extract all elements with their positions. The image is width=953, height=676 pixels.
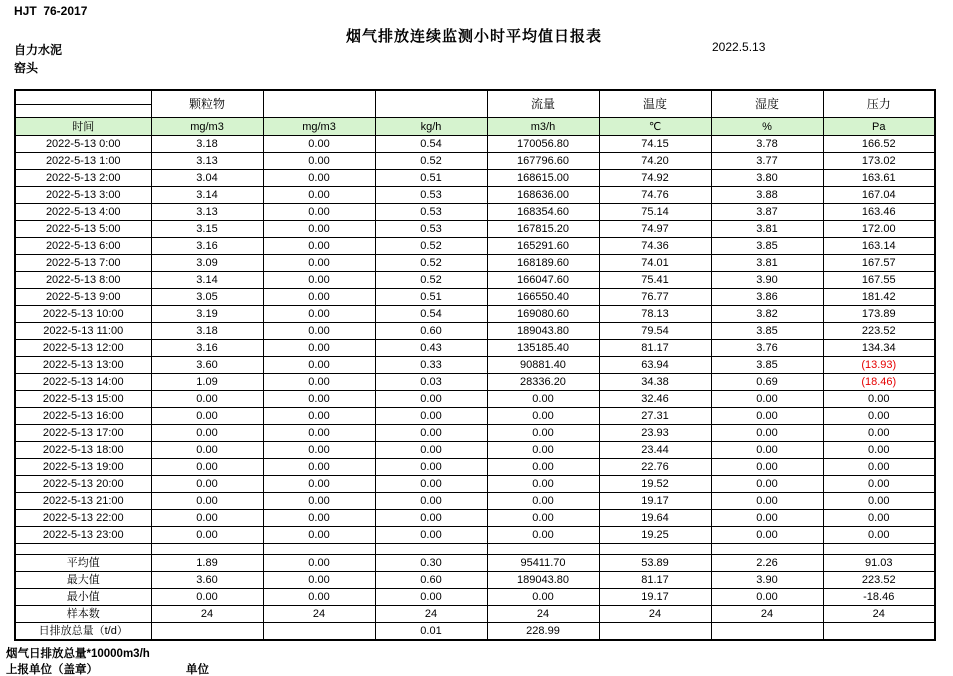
value-cell: 23.93 [599, 425, 711, 442]
table-row [15, 221, 935, 238]
time-cell: 2022-5-13 23:00 [15, 527, 151, 544]
value-cell: 3.90 [711, 272, 823, 289]
company-name: 自力水泥 [14, 43, 63, 57]
summary-row [15, 572, 935, 589]
value-cell: 74.01 [599, 255, 711, 272]
value-cell: 223.52 [823, 323, 935, 340]
value-cell: 0.00 [487, 391, 599, 408]
value-cell: 3.13 [151, 204, 263, 221]
value-cell: 19.64 [599, 510, 711, 527]
value-cell: 0.00 [263, 340, 375, 357]
value-cell: 0.00 [823, 493, 935, 510]
time-cell: 2022-5-13 4:00 [15, 204, 151, 221]
table-row [15, 391, 935, 408]
value-cell: 189043.80 [487, 323, 599, 340]
value-cell: 168615.00 [487, 170, 599, 187]
value-cell: 3.04 [151, 170, 263, 187]
unit-kgh: kg/h [375, 118, 487, 136]
value-cell: 76.77 [599, 289, 711, 306]
corner-cell-top [15, 90, 151, 105]
value-cell: 0.00 [263, 425, 375, 442]
footer-note: 烟气日排放总量*10000m3/h [6, 648, 150, 660]
value-cell: 3.19 [151, 306, 263, 323]
value-cell: 19.17 [599, 589, 711, 606]
value-cell: 53.89 [599, 555, 711, 572]
time-cell: 2022-5-13 7:00 [15, 255, 151, 272]
value-cell: 1.09 [151, 374, 263, 391]
value-cell: 166047.60 [487, 272, 599, 289]
value-cell: 0.00 [151, 425, 263, 442]
summary-rows [15, 555, 935, 641]
value-cell: 167.55 [823, 272, 935, 289]
value-cell: 75.41 [599, 272, 711, 289]
table-row [15, 374, 935, 391]
value-cell: 0.69 [711, 374, 823, 391]
value-cell: 0.00 [263, 187, 375, 204]
value-cell: 0.00 [711, 493, 823, 510]
value-cell: 3.81 [711, 221, 823, 238]
value-cell: 167.57 [823, 255, 935, 272]
value-cell: 3.85 [711, 323, 823, 340]
time-cell: 2022-5-13 19:00 [15, 459, 151, 476]
table-row [15, 527, 935, 544]
value-cell: 24 [263, 606, 375, 623]
value-cell: 3.14 [151, 272, 263, 289]
table-row [15, 425, 935, 442]
value-cell: 0.00 [263, 459, 375, 476]
value-cell: 19.17 [599, 493, 711, 510]
value-cell: 0.00 [711, 408, 823, 425]
time-cell: 2022-5-13 18:00 [15, 442, 151, 459]
value-cell: 163.46 [823, 204, 935, 221]
time-cell: 2022-5-13 15:00 [15, 391, 151, 408]
value-cell: 24 [599, 606, 711, 623]
value-cell: 0.00 [263, 357, 375, 374]
value-cell: 2.26 [711, 555, 823, 572]
value-cell: 0.00 [263, 493, 375, 510]
value-cell: 3.60 [151, 357, 263, 374]
table-row [15, 170, 935, 187]
value-cell: 79.54 [599, 323, 711, 340]
value-cell: 74.76 [599, 187, 711, 204]
unit-m3h: m3/h [487, 118, 599, 136]
value-cell: 0.00 [487, 510, 599, 527]
value-cell: 3.85 [711, 357, 823, 374]
value-cell: 173.89 [823, 306, 935, 323]
col-header-pressure: 压力 [823, 90, 935, 118]
value-cell: 0.52 [375, 238, 487, 255]
time-cell: 2022-5-13 2:00 [15, 170, 151, 187]
value-cell [151, 623, 263, 641]
value-cell: 0.53 [375, 204, 487, 221]
value-cell: 0.60 [375, 572, 487, 589]
value-cell: 0.54 [375, 306, 487, 323]
value-cell [599, 623, 711, 641]
value-cell: 0.00 [263, 255, 375, 272]
col-header-humidity: 湿度 [711, 90, 823, 118]
value-cell: 74.15 [599, 136, 711, 153]
table-row [15, 323, 935, 340]
value-cell: 0.00 [375, 425, 487, 442]
value-cell: 0.00 [487, 476, 599, 493]
value-cell: 168354.60 [487, 204, 599, 221]
value-cell: 0.00 [151, 442, 263, 459]
value-cell: 0.33 [375, 357, 487, 374]
value-cell: 0.00 [375, 493, 487, 510]
value-cell: 0.00 [263, 374, 375, 391]
table-row [15, 153, 935, 170]
value-cell: 3.14 [151, 187, 263, 204]
value-cell: 0.00 [823, 391, 935, 408]
value-cell: 0.00 [263, 289, 375, 306]
table-row [15, 238, 935, 255]
value-cell [263, 623, 375, 641]
value-cell: 0.00 [263, 170, 375, 187]
value-cell: 78.13 [599, 306, 711, 323]
value-cell: 0.00 [263, 589, 375, 606]
value-cell: 0.00 [711, 391, 823, 408]
value-cell: 1.89 [151, 555, 263, 572]
value-cell: 0.00 [151, 391, 263, 408]
unit-pa: Pa [823, 118, 935, 136]
value-cell: 0.00 [711, 476, 823, 493]
table-row [15, 340, 935, 357]
unit-mgm3-2: mg/m3 [263, 118, 375, 136]
unit-percent: % [711, 118, 823, 136]
value-cell: -18.46 [823, 589, 935, 606]
value-cell: 3.78 [711, 136, 823, 153]
value-cell: 167815.20 [487, 221, 599, 238]
value-cell: 135185.40 [487, 340, 599, 357]
time-cell: 2022-5-13 13:00 [15, 357, 151, 374]
value-cell: 0.00 [263, 153, 375, 170]
time-cell: 2022-5-13 5:00 [15, 221, 151, 238]
value-cell: 0.00 [487, 459, 599, 476]
group-header-row [15, 90, 935, 105]
value-cell: 167.04 [823, 187, 935, 204]
time-cell: 2022-5-13 6:00 [15, 238, 151, 255]
table-row [15, 442, 935, 459]
value-cell: 3.86 [711, 289, 823, 306]
summary-row [15, 606, 935, 623]
value-cell: 0.00 [263, 476, 375, 493]
value-cell: 0.00 [711, 459, 823, 476]
value-cell: 91.03 [823, 555, 935, 572]
value-cell: 81.17 [599, 340, 711, 357]
value-cell: 0.00 [263, 238, 375, 255]
col-header-blank-1 [263, 90, 375, 118]
unit-celsius: ℃ [599, 118, 711, 136]
value-cell: 0.30 [375, 555, 487, 572]
value-cell: 3.88 [711, 187, 823, 204]
value-cell: 0.00 [151, 510, 263, 527]
value-cell: (13.93) [823, 357, 935, 374]
value-cell: 0.43 [375, 340, 487, 357]
value-cell: 0.00 [711, 425, 823, 442]
unit-header-row [15, 118, 935, 136]
value-cell: 0.00 [487, 589, 599, 606]
value-cell: 3.18 [151, 323, 263, 340]
value-cell: 74.92 [599, 170, 711, 187]
unit-mgm3-1: mg/m3 [151, 118, 263, 136]
value-cell: 3.80 [711, 170, 823, 187]
report-table [14, 89, 936, 641]
value-cell: 3.81 [711, 255, 823, 272]
table-row [15, 255, 935, 272]
value-cell: 0.00 [263, 306, 375, 323]
summary-row [15, 589, 935, 606]
value-cell: 0.01 [375, 623, 487, 641]
value-cell: 0.52 [375, 153, 487, 170]
value-cell: 24 [375, 606, 487, 623]
value-cell: 0.00 [375, 391, 487, 408]
value-cell: 0.00 [263, 272, 375, 289]
value-cell: 74.20 [599, 153, 711, 170]
value-cell: 0.00 [711, 589, 823, 606]
doc-code: HJT 76-2017 [14, 4, 88, 18]
table-row [15, 306, 935, 323]
value-cell: 0.00 [151, 476, 263, 493]
col-header-dust: 颗粒物 [151, 90, 263, 118]
value-cell: 3.16 [151, 340, 263, 357]
value-cell [711, 623, 823, 641]
value-cell: 24 [151, 606, 263, 623]
value-cell: 0.00 [375, 527, 487, 544]
value-cell: 0.00 [823, 459, 935, 476]
corner-cell-bottom [15, 105, 151, 118]
table-row [15, 272, 935, 289]
value-cell: 0.00 [823, 408, 935, 425]
time-cell: 2022-5-13 16:00 [15, 408, 151, 425]
value-cell: 3.15 [151, 221, 263, 238]
value-cell: 0.00 [151, 589, 263, 606]
value-cell: 0.00 [823, 527, 935, 544]
col-header-flow: 流量 [487, 90, 599, 118]
value-cell: 0.00 [487, 493, 599, 510]
value-cell: 3.77 [711, 153, 823, 170]
value-cell: 0.00 [823, 476, 935, 493]
time-cell: 2022-5-13 14:00 [15, 374, 151, 391]
table-row [15, 476, 935, 493]
data-rows [15, 136, 935, 544]
table-row [15, 493, 935, 510]
time-cell: 2022-5-13 3:00 [15, 187, 151, 204]
value-cell: 170056.80 [487, 136, 599, 153]
table-row [15, 136, 935, 153]
value-cell: 134.34 [823, 340, 935, 357]
value-cell: 167796.60 [487, 153, 599, 170]
value-cell: 3.76 [711, 340, 823, 357]
time-cell: 2022-5-13 0:00 [15, 136, 151, 153]
row-label-cell: 最小值 [15, 589, 151, 606]
value-cell: 3.09 [151, 255, 263, 272]
value-cell: 63.94 [599, 357, 711, 374]
value-cell: 0.00 [375, 510, 487, 527]
value-cell: 0.00 [263, 510, 375, 527]
value-cell: 3.87 [711, 204, 823, 221]
value-cell: 24 [711, 606, 823, 623]
value-cell: 0.00 [375, 589, 487, 606]
value-cell: 0.00 [375, 408, 487, 425]
col-header-blank-2 [375, 90, 487, 118]
value-cell: 0.00 [151, 527, 263, 544]
value-cell: 181.42 [823, 289, 935, 306]
value-cell: 163.61 [823, 170, 935, 187]
time-header: 时间 [15, 118, 151, 136]
value-cell: 0.00 [487, 527, 599, 544]
report-date: 2022.5.13 [712, 40, 766, 54]
value-cell: 223.52 [823, 572, 935, 589]
time-cell: 2022-5-13 22:00 [15, 510, 151, 527]
time-cell: 2022-5-13 10:00 [15, 306, 151, 323]
value-cell: 3.90 [711, 572, 823, 589]
table-row [15, 187, 935, 204]
value-cell: 0.00 [823, 442, 935, 459]
value-cell: 173.02 [823, 153, 935, 170]
value-cell: 166.52 [823, 136, 935, 153]
value-cell: 0.53 [375, 187, 487, 204]
value-cell: 0.00 [263, 442, 375, 459]
value-cell: 75.14 [599, 204, 711, 221]
value-cell: 0.00 [487, 442, 599, 459]
value-cell: 0.00 [375, 442, 487, 459]
table-row [15, 510, 935, 527]
value-cell: 0.00 [487, 425, 599, 442]
value-cell: 166550.40 [487, 289, 599, 306]
time-cell: 2022-5-13 9:00 [15, 289, 151, 306]
value-cell: 24 [487, 606, 599, 623]
monitor-point: 窑头 [14, 61, 39, 75]
value-cell: 0.53 [375, 221, 487, 238]
value-cell: 34.38 [599, 374, 711, 391]
value-cell: 189043.80 [487, 572, 599, 589]
value-cell: 0.00 [263, 408, 375, 425]
time-cell: 2022-5-13 20:00 [15, 476, 151, 493]
value-cell: 0.00 [263, 221, 375, 238]
row-label-cell: 日排放总量（t/d） [15, 623, 151, 641]
table-row [15, 204, 935, 221]
value-cell: 0.00 [263, 136, 375, 153]
value-cell: 90881.40 [487, 357, 599, 374]
value-cell: 0.52 [375, 255, 487, 272]
value-cell: 28336.20 [487, 374, 599, 391]
value-cell: (18.46) [823, 374, 935, 391]
value-cell: 19.25 [599, 527, 711, 544]
value-cell: 172.00 [823, 221, 935, 238]
unit-label: 单位 [186, 664, 209, 676]
value-cell: 0.00 [263, 391, 375, 408]
value-cell: 3.18 [151, 136, 263, 153]
value-cell: 0.51 [375, 289, 487, 306]
value-cell: 19.52 [599, 476, 711, 493]
time-cell: 2022-5-13 21:00 [15, 493, 151, 510]
table-row [15, 459, 935, 476]
value-cell: 168189.60 [487, 255, 599, 272]
spacer-row [15, 544, 935, 555]
time-cell: 2022-5-13 8:00 [15, 272, 151, 289]
gap-section [15, 544, 935, 555]
col-header-temperature: 温度 [599, 90, 711, 118]
value-cell: 0.00 [711, 527, 823, 544]
row-label-cell: 最大值 [15, 572, 151, 589]
value-cell: 3.13 [151, 153, 263, 170]
value-cell: 0.00 [151, 459, 263, 476]
time-cell: 2022-5-13 12:00 [15, 340, 151, 357]
value-cell: 3.82 [711, 306, 823, 323]
value-cell: 0.00 [263, 572, 375, 589]
value-cell: 24 [823, 606, 935, 623]
value-cell: 0.00 [151, 493, 263, 510]
value-cell: 0.00 [375, 459, 487, 476]
value-cell: 3.85 [711, 238, 823, 255]
value-cell: 0.00 [823, 510, 935, 527]
value-cell: 0.03 [375, 374, 487, 391]
time-cell: 2022-5-13 11:00 [15, 323, 151, 340]
value-cell: 165291.60 [487, 238, 599, 255]
value-cell: 0.00 [487, 408, 599, 425]
summary-row [15, 623, 935, 641]
value-cell: 0.60 [375, 323, 487, 340]
value-cell: 0.52 [375, 272, 487, 289]
value-cell: 0.00 [263, 323, 375, 340]
value-cell: 22.76 [599, 459, 711, 476]
value-cell: 0.00 [263, 204, 375, 221]
value-cell: 74.97 [599, 221, 711, 238]
value-cell: 81.17 [599, 572, 711, 589]
table-row [15, 289, 935, 306]
table-row [15, 408, 935, 425]
value-cell: 0.51 [375, 170, 487, 187]
table-row [15, 357, 935, 374]
row-label-cell: 样本数 [15, 606, 151, 623]
value-cell: 169080.60 [487, 306, 599, 323]
value-cell: 95411.70 [487, 555, 599, 572]
value-cell: 27.31 [599, 408, 711, 425]
value-cell: 0.00 [711, 510, 823, 527]
table-header [15, 90, 935, 136]
value-cell: 0.00 [151, 408, 263, 425]
value-cell: 228.99 [487, 623, 599, 641]
row-label-cell: 平均值 [15, 555, 151, 572]
value-cell: 3.05 [151, 289, 263, 306]
value-cell: 0.00 [823, 425, 935, 442]
time-cell: 2022-5-13 17:00 [15, 425, 151, 442]
value-cell: 0.00 [375, 476, 487, 493]
value-cell: 0.00 [263, 555, 375, 572]
value-cell: 74.36 [599, 238, 711, 255]
page-title: 烟气排放连续监测小时平均值日报表 [345, 28, 602, 45]
value-cell: 3.16 [151, 238, 263, 255]
reporting-unit-label: 上报单位（盖章） [6, 664, 98, 676]
value-cell: 23.44 [599, 442, 711, 459]
summary-row [15, 555, 935, 572]
value-cell: 32.46 [599, 391, 711, 408]
time-cell: 2022-5-13 1:00 [15, 153, 151, 170]
value-cell: 168636.00 [487, 187, 599, 204]
value-cell [823, 623, 935, 641]
value-cell: 163.14 [823, 238, 935, 255]
value-cell: 3.60 [151, 572, 263, 589]
value-cell: 0.54 [375, 136, 487, 153]
value-cell: 0.00 [263, 527, 375, 544]
value-cell: 0.00 [711, 442, 823, 459]
